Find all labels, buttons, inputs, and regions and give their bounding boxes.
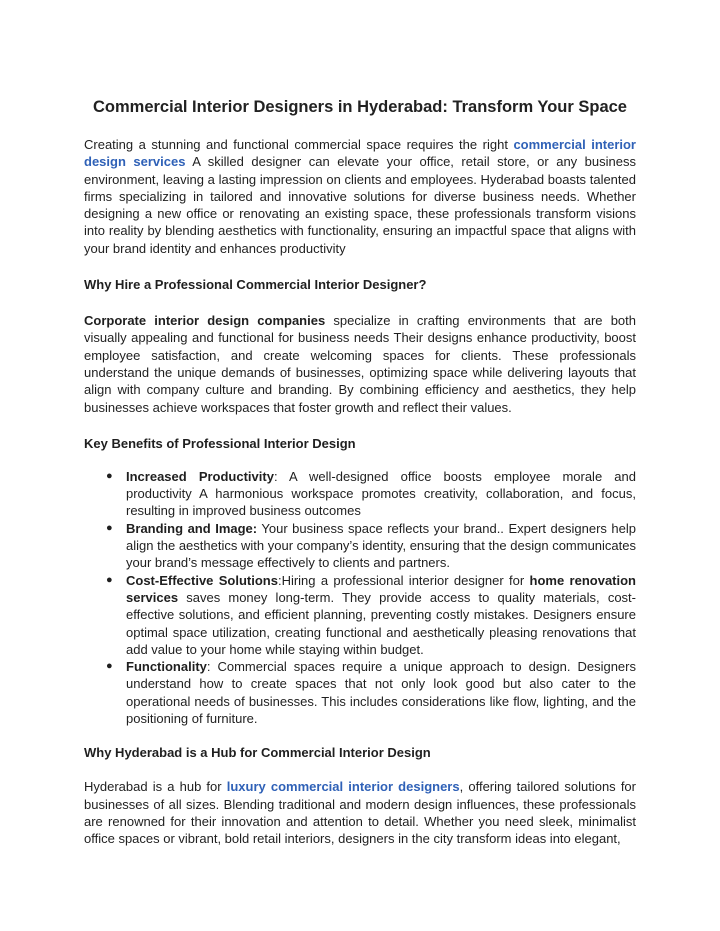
benefit-title: Functionality xyxy=(126,659,207,675)
home-renovation-services-phrase: home renovation services xyxy=(126,572,636,605)
heading-why-hire: Why Hire a Professional Commercial Interior Designer? xyxy=(84,277,427,293)
list-item xyxy=(106,572,636,658)
benefit-text: : Commercial spaces require a unique approach to design. Designers understand how to create spaces that not only look good but also cater to the operational needs of businesses. This includes considerations like flow, lighting, and the positioning of furniture. xyxy=(126,659,636,727)
benefit-title: Branding and Image: xyxy=(126,520,258,536)
heading-key-benefits: Key Benefits of Professional Interior Design xyxy=(84,435,356,451)
hub-text-after: , offering tailored solutions for businesses of all sizes. Blending traditional and modern design influences, these professionals are renowned for their innovation and attention to detail. Whether you need sleek, minimalist office spaces or vibrant, bold retail interiors, designers in the city transform ideas into elegant, xyxy=(84,779,636,847)
list-item xyxy=(106,520,636,572)
bullet-icon: ● xyxy=(106,660,113,673)
list-item xyxy=(106,658,636,727)
benefit-text: Your business space reflects your brand.. Expert designers help align the aesthetics with your company’s identity, ensuring that the design communicates your brand’s message effectively to clients and partners. xyxy=(126,520,636,571)
benefits-list xyxy=(84,468,636,727)
bullet-icon: ● xyxy=(106,469,113,482)
benefit-text: :Hiring a professional interior designer for xyxy=(277,572,530,588)
intro-paragraph xyxy=(84,136,636,257)
benefit-text: : A well-designed office boosts employee morale and productivity A harmonious workspace promotes creativity, collaboration, and focus, resulting in improved business outcomes xyxy=(126,468,636,519)
intro-text-before: Creating a stunning and functional commercial space requires the right xyxy=(84,137,514,152)
bullet-icon: ● xyxy=(106,573,113,586)
list-item xyxy=(106,468,636,520)
commercial-interior-design-services-link[interactable]: commercial interior design services xyxy=(84,137,636,170)
corporate-bold-phrase: Corporate interior design companies xyxy=(84,313,326,329)
luxury-commercial-interior-designers-link[interactable]: luxury commercial interior designers xyxy=(226,779,460,795)
corporate-paragraph xyxy=(84,312,636,416)
benefit-title: Cost-Effective Solutions xyxy=(126,572,278,588)
page-title: Commercial Interior Designers in Hyderabad: Transform Your Space xyxy=(93,98,627,116)
hub-text-before: Hyderabad is a hub for xyxy=(84,779,227,795)
benefit-title: Increased Productivity xyxy=(126,468,274,484)
bullet-icon: ● xyxy=(106,521,113,534)
corporate-text: specialize in crafting environments that are both visually appealing and functional for business needs Their designs enhance productivity, boost employee satisfaction, and create welcoming spaces for clients. These professionals understand the unique demands of businesses, optimizing space while delivering layouts that align with company culture and branding. By combining efficiency and aesthetics, they help businesses achieve workspaces that foster growth and reflect their values. xyxy=(84,313,636,415)
benefit-text-continued: saves money long-term. They provide access to quality materials, cost-effective solutions, and efficient planning, preventing costly mistakes. Designers ensure optimal space utilization, creating functional and aesthetically pleasing renovations that add value to your home while staying within budget. xyxy=(126,589,636,657)
intro-text-after: A skilled designer can elevate your office, retail store, or any business environment, leaving a lasting impression on clients and employees. Hyderabad boasts talented firms specializing in tailored and innovative solutions for diverse business needs. Whether designing a new office or renovating an existing space, these professionals transform visions into reality by blending aesthetics with functionality, ensuring an impactful space that aligns with your brand identity and enhances productivity xyxy=(84,154,636,256)
heading-hyderabad-hub: Why Hyderabad is a Hub for Commercial Interior Design xyxy=(84,745,431,761)
hub-paragraph xyxy=(84,778,636,847)
